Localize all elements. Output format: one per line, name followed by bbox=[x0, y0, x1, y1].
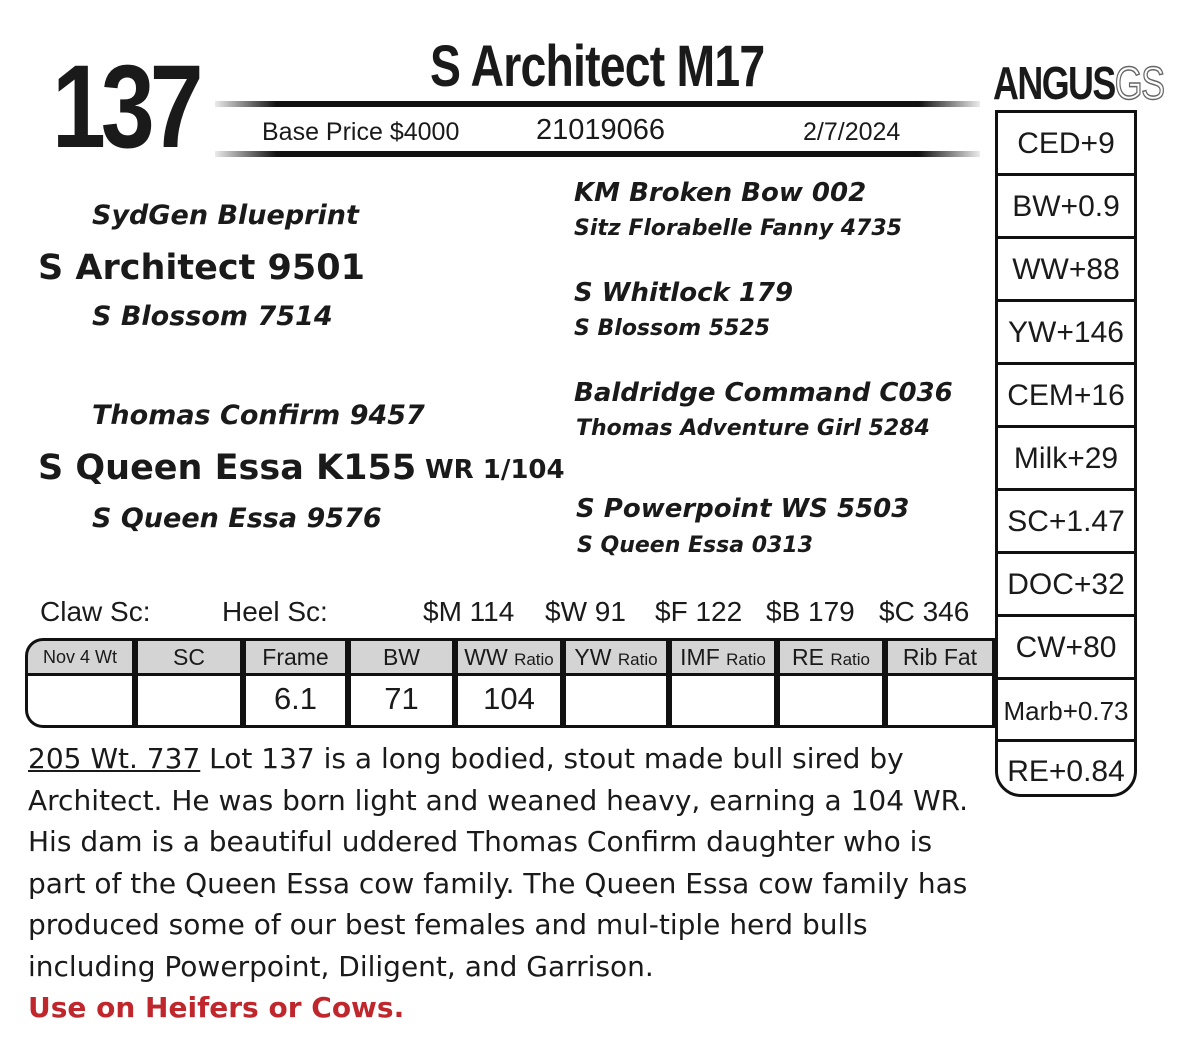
header-rule-top bbox=[215, 101, 980, 107]
dam-sire: Thomas Confirm 9457 bbox=[92, 400, 425, 431]
epd-doc: DOC+32 bbox=[998, 554, 1134, 617]
heel-score-label: Heel Sc: bbox=[222, 596, 328, 627]
epd-milk: Milk+29 bbox=[998, 428, 1134, 491]
value-bw: 71 bbox=[348, 676, 455, 728]
claw-score-label: Claw Sc: bbox=[40, 596, 151, 627]
sire-sire: SydGen Blueprint bbox=[92, 200, 359, 231]
value-sc bbox=[135, 676, 243, 728]
value-rib-fat bbox=[885, 676, 995, 728]
value-yw-ratio bbox=[563, 676, 669, 728]
lot-description bbox=[28, 738, 978, 1029]
epd-marb: Marb+0.73 bbox=[998, 680, 1134, 742]
ggp-sire-3: Baldridge Command C036 bbox=[574, 378, 953, 408]
value-imf-ratio bbox=[669, 676, 777, 728]
value-ww-ratio: 104 bbox=[455, 676, 563, 728]
sire: S Architect 9501 bbox=[38, 248, 365, 288]
header-re-ratio: RE Ratio bbox=[777, 638, 885, 676]
value-frame: 6.1 bbox=[243, 676, 348, 728]
index-c: $C 346 bbox=[879, 596, 970, 627]
header-rib-fat: Rib Fat bbox=[885, 638, 995, 676]
value-re-ratio bbox=[777, 676, 885, 728]
birth-date: 2/7/2024 bbox=[803, 118, 901, 146]
usage-callout: Use on Heifers or Cows. bbox=[28, 991, 405, 1024]
header-bw: BW bbox=[348, 638, 455, 676]
index-m: $M 114 bbox=[423, 596, 515, 627]
ggp-dam-2: S Blossom 5525 bbox=[574, 316, 771, 341]
epd-cem: CEM+16 bbox=[998, 365, 1134, 428]
lot-number: 137 bbox=[52, 41, 199, 173]
ggp-dam-1: Sitz Florabelle Fanny 4735 bbox=[574, 216, 902, 241]
ggp-sire-4: S Powerpoint WS 5503 bbox=[576, 494, 910, 524]
ggp-dam-3: Thomas Adventure Girl 5284 bbox=[576, 416, 930, 441]
header-nov-wt: Nov 4 Wt bbox=[25, 638, 135, 676]
bull-name: S Architect M17 bbox=[430, 34, 765, 99]
ggp-sire-1: KM Broken Bow 002 bbox=[574, 178, 867, 208]
angus-logo-main: ANGUS bbox=[993, 57, 1115, 109]
description-text: Lot 137 is a long bodied, stout made bull sired by Architect. He was born light and weaned heavy, earning a 104 WR. His dam is a beautiful uddered Thomas Confirm daughter who is part of the Queen Essa cow family. The Queen Essa cow family has produced some of our best females and mul-tiple herd bulls including Powerpoint, Diligent, and Garrison. bbox=[28, 742, 968, 983]
epd-yw: YW+146 bbox=[998, 302, 1134, 365]
index-w: $W 91 bbox=[545, 596, 626, 627]
performance-table bbox=[25, 638, 995, 728]
epd-re: RE+0.84 bbox=[1007, 755, 1125, 788]
header-frame: Frame bbox=[243, 638, 348, 676]
epd-bw: BW+0.9 bbox=[998, 176, 1134, 239]
dam: S Queen Essa K155 bbox=[38, 448, 417, 488]
index-b: $B 179 bbox=[766, 596, 855, 627]
registration-number: 21019066 bbox=[536, 114, 666, 146]
index-f: $F 122 bbox=[655, 596, 743, 627]
epd-cw: CW+80 bbox=[998, 617, 1134, 680]
weaning-weight: 205 Wt. 737 bbox=[28, 742, 201, 775]
header-ww-ratio: WW Ratio bbox=[455, 638, 563, 676]
value-nov-wt bbox=[25, 676, 135, 728]
angus-logo-suffix: GS bbox=[1114, 57, 1164, 109]
base-price: Base Price $4000 bbox=[262, 118, 460, 146]
header-sc: SC bbox=[135, 638, 243, 676]
angus-gs-logo bbox=[993, 57, 1164, 109]
epd-column bbox=[995, 110, 1137, 797]
epd-ww: WW+88 bbox=[998, 239, 1134, 302]
ggp-dam-4: S Queen Essa 0313 bbox=[577, 533, 813, 558]
epd-ced: CED+9 bbox=[998, 113, 1134, 176]
header-rule-bottom bbox=[215, 151, 980, 157]
dam-dam: S Queen Essa 9576 bbox=[92, 503, 382, 534]
dam-weaning-ratio: WR 1/104 bbox=[425, 455, 565, 485]
sire-dam: S Blossom 7514 bbox=[92, 301, 333, 332]
epd-sc: SC+1.47 bbox=[998, 491, 1134, 554]
header-imf-ratio: IMF Ratio bbox=[669, 638, 777, 676]
header-yw-ratio: YW Ratio bbox=[563, 638, 669, 676]
ggp-sire-2: S Whitlock 179 bbox=[574, 278, 794, 308]
